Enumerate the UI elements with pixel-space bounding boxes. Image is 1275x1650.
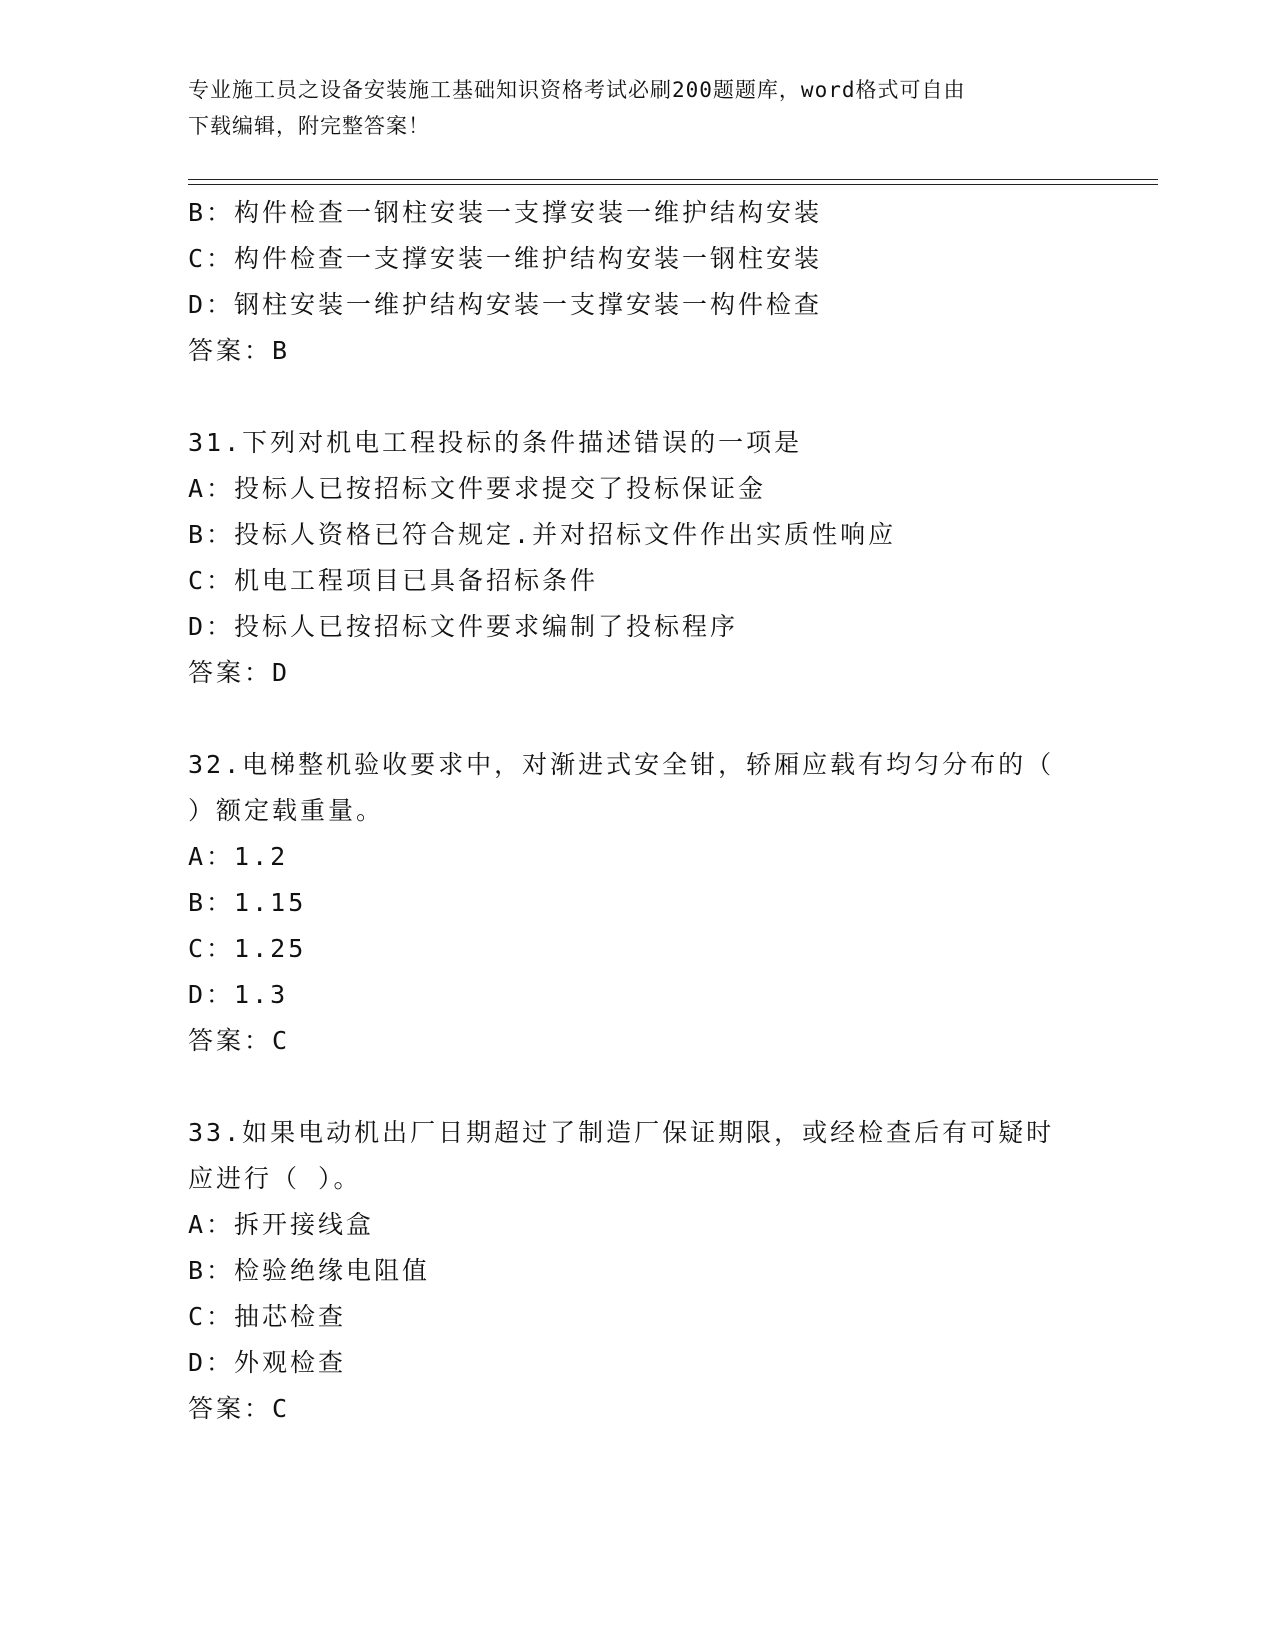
answer-line: 答案：C (188, 1394, 291, 1423)
header-divider-bottom (188, 184, 1158, 185)
question-stem: 31.下列对机电工程投标的条件描述错误的一项是 (188, 428, 803, 457)
document-header (188, 72, 1088, 144)
spacer (188, 696, 1088, 742)
option-b: B：构件检查一钢柱安装一支撑安装一维护结构安装 (188, 198, 823, 227)
question-stem-line-1: 33.如果电动机出厂日期超过了制造厂保证期限，或经检查后有可疑时 (188, 1118, 1055, 1147)
question-list (188, 190, 1088, 1432)
question-block-33 (188, 1110, 1088, 1432)
option-c: C：抽芯检查 (188, 1302, 347, 1331)
option-c: C：机电工程项目已具备招标条件 (188, 566, 599, 595)
question-stem-line-1: 32.电梯整机验收要求中，对渐进式安全钳，轿厢应载有均匀分布的（ (188, 750, 1055, 779)
spacer (188, 1064, 1088, 1110)
answer-line: 答案：C (188, 1026, 291, 1055)
option-a: A：拆开接线盒 (188, 1210, 375, 1239)
option-c: C：1.25 (188, 934, 307, 963)
answer-line: 答案：D (188, 658, 291, 687)
answer-line: 答案：B (188, 336, 291, 365)
option-b: B：检验绝缘电阻值 (188, 1256, 431, 1285)
question-stem-line-2: 应进行（ ）。 (188, 1164, 362, 1193)
option-b: B：1.15 (188, 888, 307, 917)
header-divider-top (188, 179, 1158, 180)
option-a: A：1.2 (188, 842, 289, 871)
option-d: D：1.3 (188, 980, 289, 1009)
option-b: B：投标人资格已符合规定.并对招标文件作出实质性响应 (188, 520, 897, 549)
question-block-30 (188, 190, 1088, 374)
option-c: C：构件检查一支撑安装一维护结构安装一钢柱安装 (188, 244, 823, 273)
option-d: D：钢柱安装一维护结构安装一支撑安装一构件检查 (188, 290, 823, 319)
question-block-31 (188, 420, 1088, 696)
option-d: D：投标人已按招标文件要求编制了投标程序 (188, 612, 739, 641)
question-block-32 (188, 742, 1088, 1064)
header-title-line-1: 专业施工员之设备安装施工基础知识资格考试必刷200题题库，word格式可自由 (188, 78, 966, 102)
header-title-line-2: 下载编辑，附完整答案！ (188, 114, 430, 138)
spacer (188, 374, 1088, 420)
option-a: A：投标人已按招标文件要求提交了投标保证金 (188, 474, 767, 503)
option-d: D：外观检查 (188, 1348, 347, 1377)
question-stem-line-2: ）额定载重量。 (188, 796, 385, 825)
